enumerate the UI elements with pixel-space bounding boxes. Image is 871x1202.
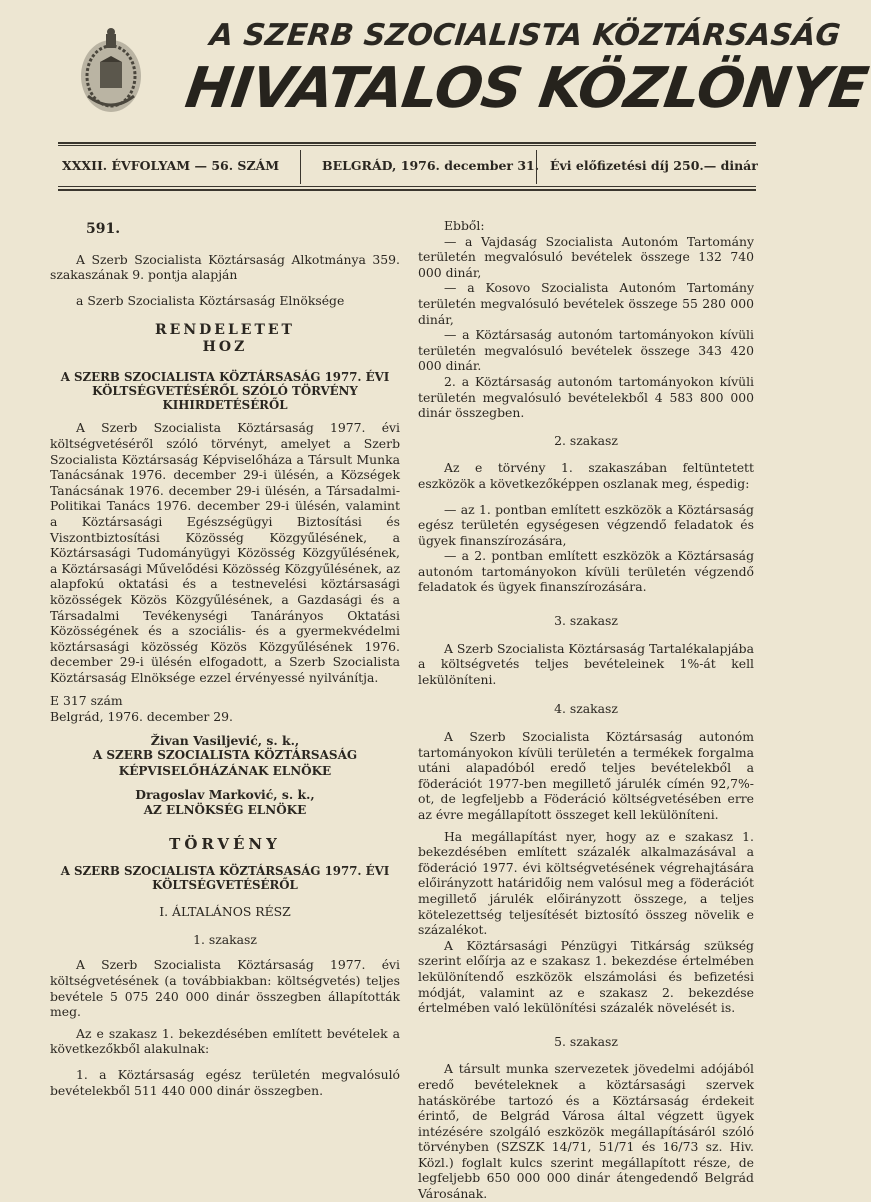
header-separator [536, 150, 537, 184]
law-subtitle: A SZERB SZOCIALISTA KÖZTÁRSASÁG 1977. ÉVI KÖLTSÉGVETÉSÉRŐL [60, 864, 390, 893]
section-heading: 5. szakasz [554, 1033, 618, 1049]
masthead-title-main: HIVATALOS KÖZLÖNYE [181, 56, 871, 121]
paragraph: A Köztársasági Pénzügyi Titkárság szükség szerint előírja az e szakasz 1. bekezdése értelmében lekülönítendő eszközök elszámolási és befizetési módját, valamint az e szakasz 2. bekezdése értelmében való lekülönítési százalék növelését is. [418, 937, 754, 1016]
decree-heading: RENDELETET [155, 322, 295, 339]
paragraph: Ebből: [444, 218, 485, 233]
paragraph: A Szerb Szocialista Köztársaság autonóm tartományokon kívüli területén a termékek forgalma utáni alapadóból eredő teljes bevételekből a föderációt 1977-ben megillető járulék címén 92,7%-ot, de legfeljebb a Föderáció költségvetésében erre az évre megállapított összeget kell lekülöníteni. [418, 729, 754, 822]
decree-heading-2: HOZ [202, 339, 248, 356]
section-heading: 2. szakasz [554, 432, 618, 448]
document-number: 591. [86, 221, 121, 237]
signatory-role: AZ ELNÖKSÉG ELNÖKE [143, 803, 307, 818]
header-separator [300, 150, 301, 184]
list-item: — a 2. pontban említett eszközök a Köztársaság autonóm tartományokon kívüli területén végzendő feladatok és ügyek finanszírozására. [418, 548, 754, 595]
paragraph: A társult munka szervezetek jövedelmi adójából eredő bevételeknek a köztársasági szervek hatáskörébe tartozó és a Köztársaság érdekeit érintő, de Belgrád Városa által végzett ügyek intézésére szolgáló eszközök megállapításáról szóló törvényben (SZSZK 14/71, 51/71 és 16/73 sz. Hiv. Közl.) foglalt kulcs szerint megállapított része, de legfeljebb 650 000 000 dinár átengedendő Belgrád Városának. [418, 1061, 754, 1202]
signatory-name: Živan Vasiljević, s. k., [150, 732, 300, 748]
header-rule [58, 145, 756, 146]
masthead-title-top: A SZERB SZOCIALISTA KÖZTÁRSASÁG [208, 18, 843, 53]
law-title: TÖRVÉNY [169, 834, 281, 853]
paragraph: Az e szakasz 1. bekezdésében említett bevételek a következőkből alakulnak: [50, 1025, 400, 1057]
signatory-role: A SZERB SZOCIALISTA KÖZTÁRSASÁG KÉPVISELŐHÁZÁNAK ELNÖKE [92, 748, 358, 778]
volume-number: XXXII. ÉVFOLYAM — 56. SZÁM [62, 158, 280, 173]
left-column [50, 222, 400, 1098]
paragraph: A Szerb Szocialista Köztársaság Alkotmánya 359. szakaszának 9. pontja alapján [50, 251, 400, 283]
paragraph: 1. a Köztársaság egész területén megvalósuló bevételekből 511 440 000 dinár összegben. [50, 1066, 400, 1098]
issue-date: BELGRÁD, 1976. december 31. [322, 158, 540, 173]
list-item: — a Vajdaság Szocialista Autonóm Tartomány területén megvalósuló bevételek összege 132 740 000 dinár, [418, 233, 754, 280]
header-rule [58, 186, 756, 187]
header-rule [58, 142, 756, 144]
paragraph: Ha megállapítást nyer, hogy az e szakasz 1. bekezdésében említett százalék alkalmazásával a föderáció 1977. évi költségvetésének végrehajtására előirányzott határidőig nem valósul meg a föderációt megillető járulék előirányzott összege, a teljes kötelezettség teljesítését biztosító összeg növelik e százalékot. [418, 828, 754, 938]
paragraph: A Szerb Szocialista Köztársaság 1977. évi költségvetésének (a továbbiakban: költségvetés) teljes bevétele 5 075 240 000 dinár összegben állapították meg. [50, 957, 400, 1020]
paragraph: Az e törvény 1. szakaszában feltüntetett eszközök a következőképpen oszlanak meg, éspedig: [418, 460, 754, 491]
coat-of-arms-icon [78, 26, 144, 116]
section-heading: 1. szakasz [193, 931, 257, 947]
header-rule [58, 189, 756, 191]
subscription-price: Évi előfizetési díj 250.— dinár [550, 158, 758, 173]
list-item: — a Kosovo Szocialista Autonóm Tartomány területén megvalósuló bevételek összege 55 280 000 dinár, [418, 280, 754, 327]
section-heading: 3. szakasz [554, 613, 618, 629]
section-heading: 4. szakasz [554, 701, 618, 717]
paragraph: 2. a Köztársaság autonóm tartományokon kívüli területén megvalósuló bevételekből 4 583 800 000 dinár összegben. [418, 373, 754, 421]
reference-date: Belgrád, 1976. december 29. [50, 709, 233, 725]
part-heading: I. ÁLTALÁNOS RÉSZ [159, 904, 291, 920]
list-item: — az 1. pontban említett eszközök a Köztársaság egész területén egységesen végzendő feladatok és ügyek finanszírozására, [418, 501, 754, 548]
paragraph: A Szerb Szocialista Köztársaság 1977. évi költségvetéséről szóló törvényt, amelyet a Szerb Szocialista Köztársaság Képviselőháza a Társult Munka Tanácsának 1976. december 29-i ülésén, a Községek Tanácsának 1976. december 29-i ülésén, a Társadalmi-Politikai Tanács 1976. december 29-i ülésén, valamint a Köztársasági Egészségügyi Biztosítási és Viszontbiztosítási Közösség Közgyűlésének, a Köztársasági Tudományügyi Közösség Közgyűlésének, a Köztársasági Művelődési Közösség Közgyűlésének, az alapfokú oktatási és a testnevelési köztársasági közösségek Közös Közgyűlésének, a Gazdasági és a Társadalmi Tevékenységi Tanárányos Oktatási Közösségének és a szociális- és a gyermekvédelmi köztársasági közösség Közös Közgyűlésének 1976. december 29-i ülésén elfogadott, a Szerb Szocialista Köztársaság Elnöksége ezzel érvényessé nyilvánítja. [50, 420, 400, 685]
list-item: — a Köztársaság autonóm tartományokon kívüli területén megvalósuló bevételek összege 343 420 000 dinár. [418, 327, 754, 374]
paragraph: A Szerb Szocialista Köztársaság Tartalékalapjába a költségvetés teljes bevételeinek 1%-át kell lekülöníteni. [418, 640, 754, 687]
decree-subtitle: A SZERB SZOCIALISTA KÖZTÁRSASÁG 1977. ÉVI KÖLTSÉGVETÉSÉRŐL SZÓLÓ TÖRVÉNY KIHIRDETÉSÉRŐL [60, 370, 390, 413]
paragraph: a Szerb Szocialista Köztársaság Elnöksége [76, 292, 345, 308]
right-column [418, 218, 754, 1202]
reference-number: E 317 szám [50, 693, 123, 709]
signatory-name: Dragoslav Marković, s. k., [135, 787, 315, 803]
